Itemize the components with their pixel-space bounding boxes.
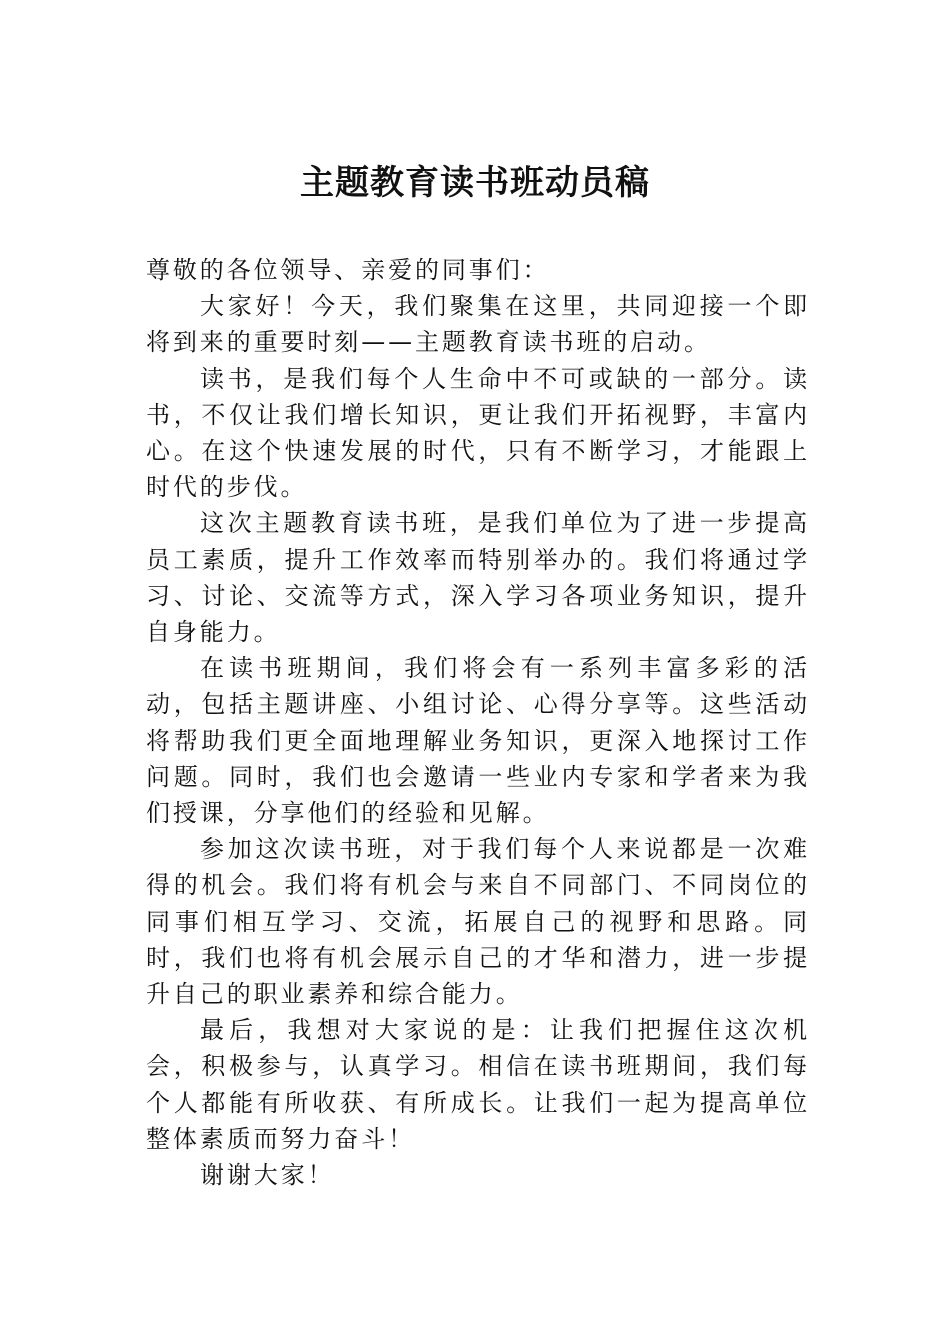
paragraph-thanks: 谢谢大家！ <box>200 1161 335 1190</box>
paragraph-reading: 读书，是我们每个人生命中不可或缺的一部分。读书，不仅让我们增长知识，更让我们开拓视野，丰富内心。在这个快速发展的时代，只有不断学习，才能跟上时代的步伐。 <box>146 364 810 502</box>
document-body <box>146 252 810 1193</box>
paragraph-activities: 在读书班期间，我们将会有一系列丰富多彩的活动，包括主题讲座、小组讨论、心得分享等。这些活动将帮助我们更全面地理解业务知识，更深入地探讨工作问题。同时，我们也会邀请一些业内专家和学者来为我们授课，分享他们的经验和见解。 <box>146 654 810 828</box>
paragraph-opportunity: 参加这次读书班，对于我们每个人来说都是一次难得的机会。我们将有机会与来自不同部门、不同岗位的同事们相互学习、交流，拓展自己的视野和思路。同时，我们也将有机会展示自己的才华和潜力，进一步提升自己的职业素养和综合能力。 <box>146 835 810 1009</box>
salutation: 尊敬的各位领导、亲爱的同事们： <box>146 256 550 284</box>
paragraph-closing: 最后，我想对大家说的是：让我们把握住这次机会，积极参与，认真学习。相信在读书班期间，我们每个人都能有所收获、有所成长。让我们一起为提高单位整体素质而努力奋斗！ <box>146 1016 810 1153</box>
document-title: 主题教育读书班动员稿 <box>300 163 650 203</box>
paragraph-greeting: 大家好！今天，我们聚集在这里，共同迎接一个即将到来的重要时刻——主题教育读书班的启动。 <box>146 292 810 357</box>
paragraph-purpose: 这次主题教育读书班，是我们单位为了进一步提高员工素质，提升工作效率而特别举办的。我们将通过学习、讨论、交流等方式，深入学习各项业务知识，提升自身能力。 <box>146 509 810 647</box>
